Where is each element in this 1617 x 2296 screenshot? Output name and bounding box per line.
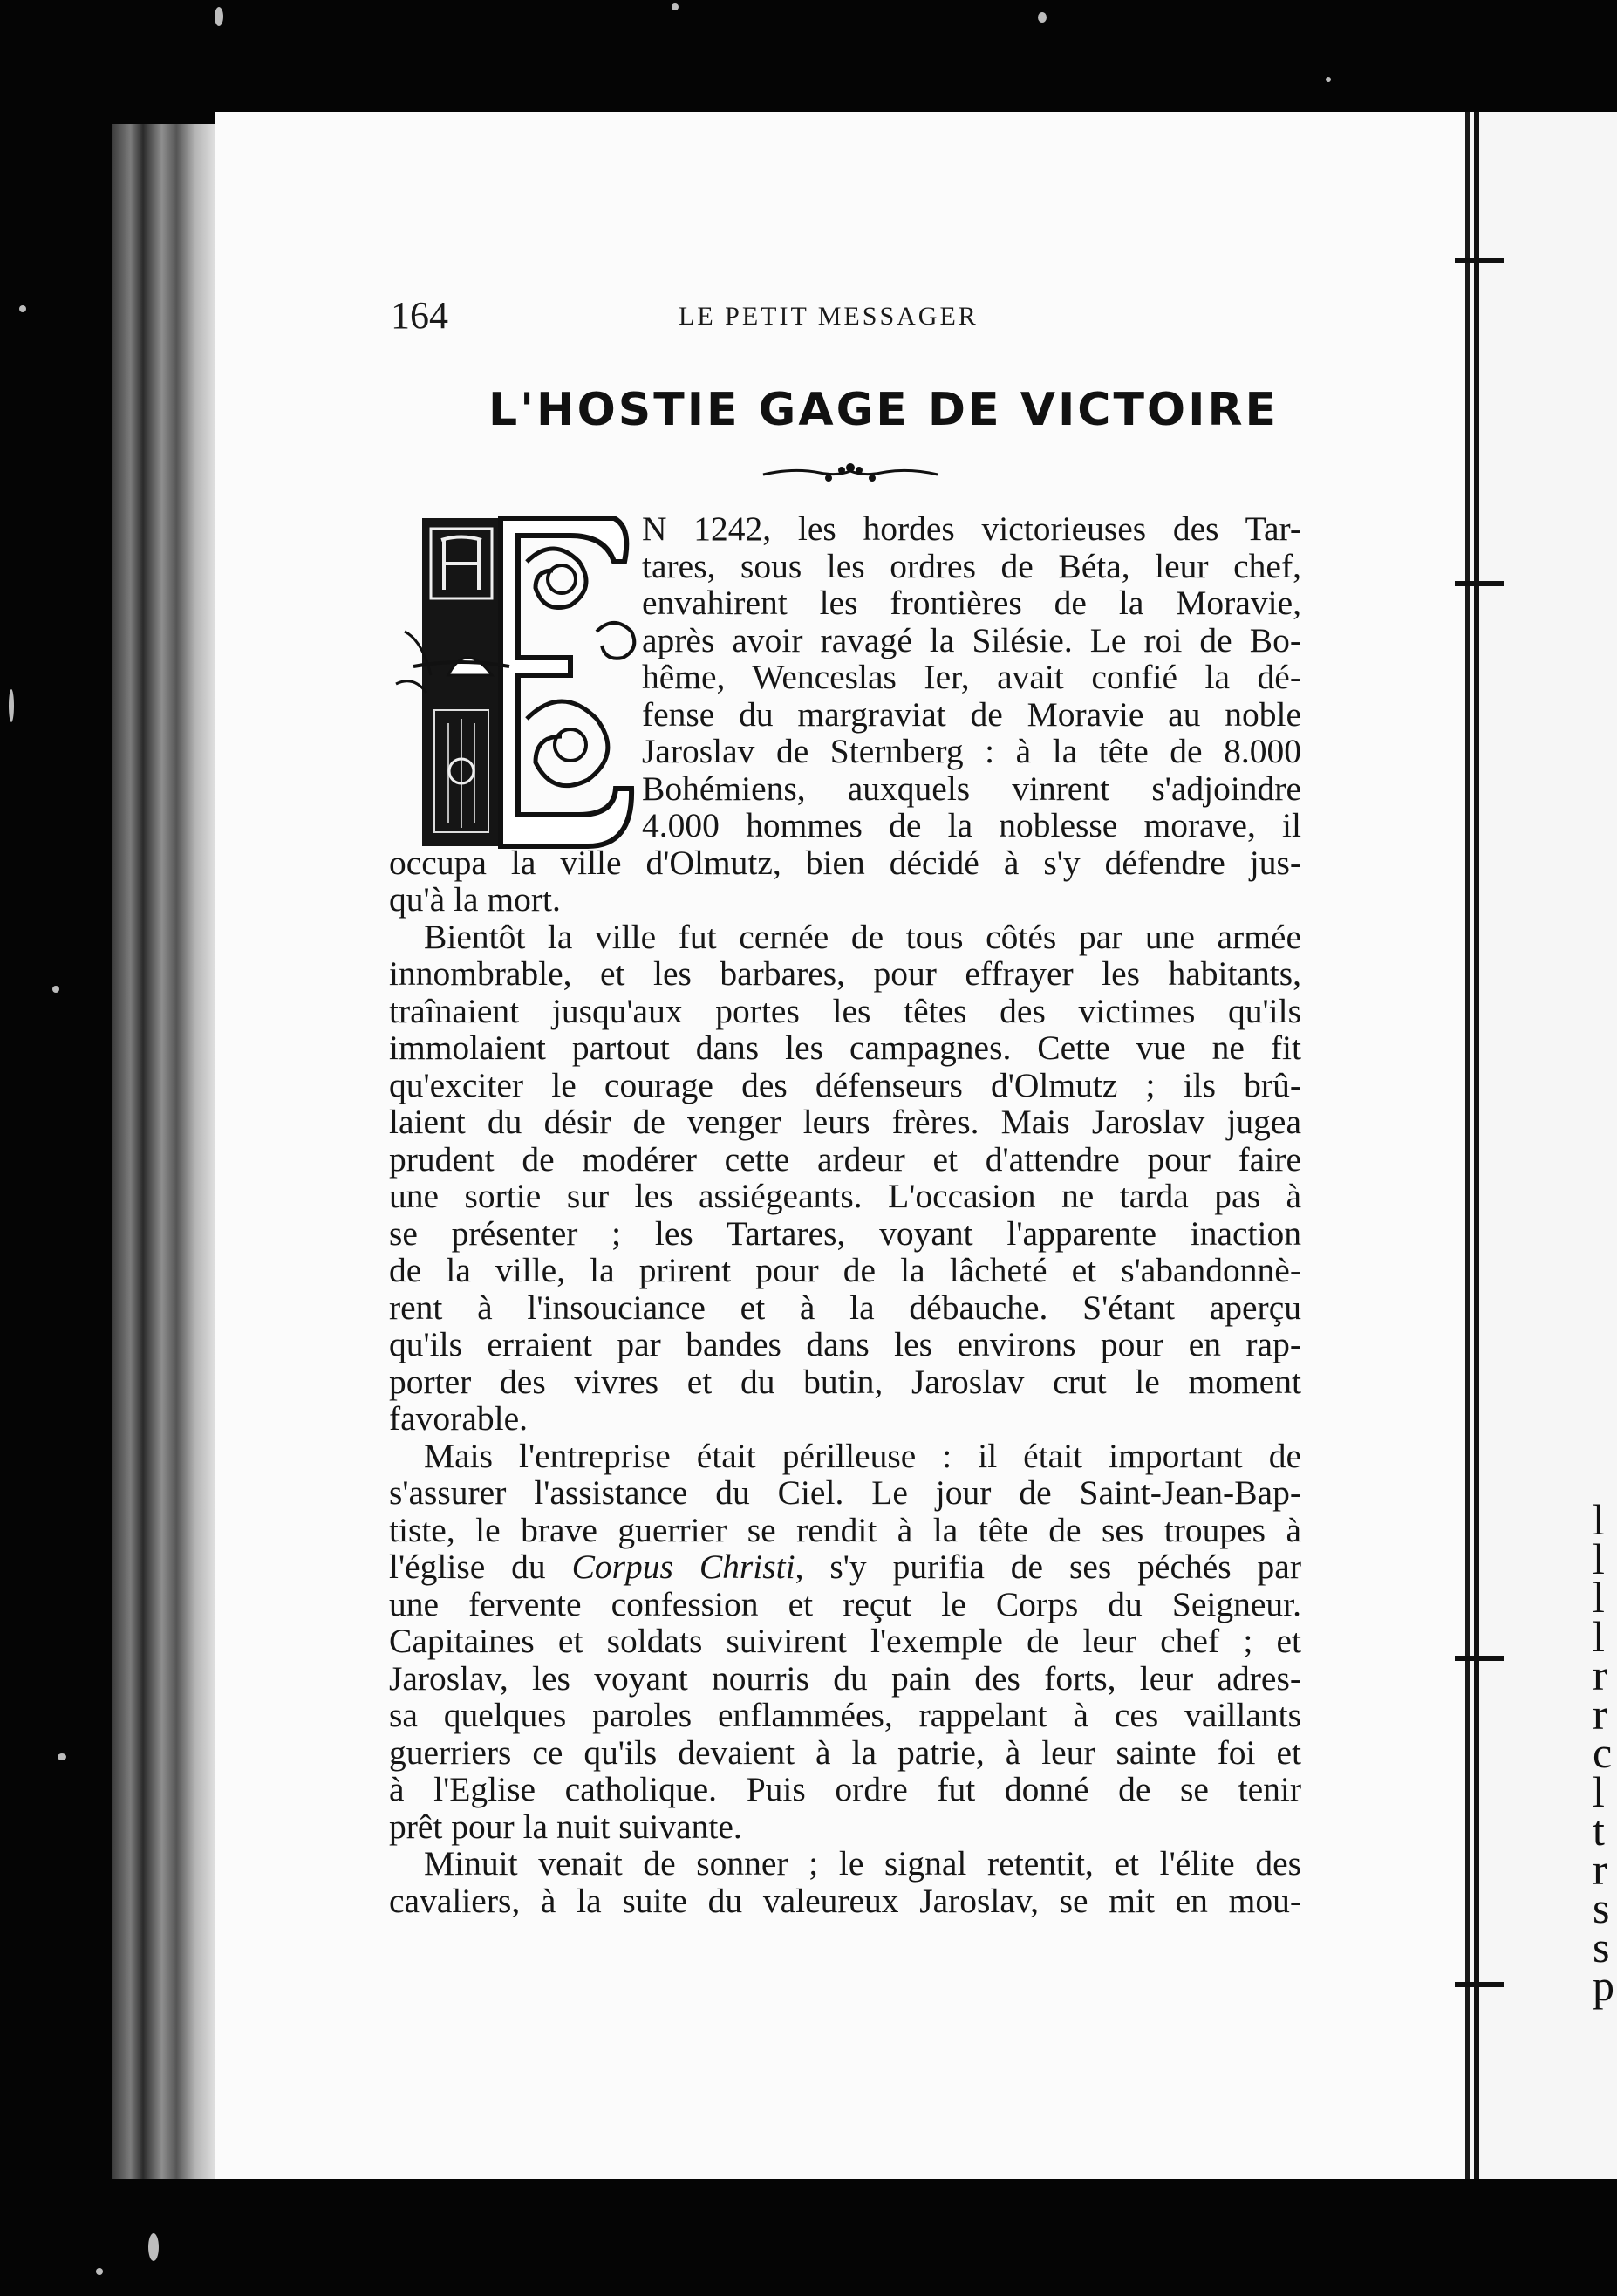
facing-page-letter: l [1593, 1766, 1605, 1816]
facing-page-letter: l [1593, 1534, 1605, 1583]
facing-page-letter: s [1593, 1883, 1610, 1932]
facing-page-mark [1455, 1656, 1504, 1661]
text-line: cavaliers, à la suite du valeureux Jaroslav, se mit en mou- [389, 1881, 1301, 1920]
text-line: qu'ils erraient par bandes dans les environs pour en rap- [389, 1325, 1301, 1363]
text-line: laient du désir de venger leurs frères. Mais Jaroslav jugea [389, 1103, 1301, 1141]
scan-speck [19, 305, 26, 312]
scan-speck [148, 2233, 159, 2261]
page-header [391, 293, 1298, 345]
text-line: prudent de modérer cette ardeur et d'attendre pour faire [389, 1139, 1301, 1179]
text-line: Jaroslav de Sternberg : à la tête de 8.000 [642, 732, 1301, 770]
facing-page-rule [1474, 112, 1479, 600]
text-line: s'assurer l'assistance du Ciel. Le jour de Saint-Jean-Bap- [389, 1473, 1301, 1512]
facing-page-text [1593, 1495, 1614, 2010]
text-line: de la ville, la prirent pour de la lâcheté et s'abandonnè- [389, 1251, 1301, 1289]
text-line: Minuit venait de sonner ; le signal retentit, et l'élite des [424, 1844, 1301, 1883]
text-line: l'église du Corpus Christi, s'y purifia de ses péchés par [389, 1548, 1301, 1586]
text-line: rent à l'insouciance et à la débauche. S'étant aperçu [389, 1288, 1301, 1327]
text-line: se présenter ; les Tartares, voyant l'apparente inaction [389, 1213, 1301, 1253]
text-line: 4.000 hommes de la noblesse morave, il [642, 806, 1301, 844]
scan-speck [672, 3, 679, 10]
facing-page-letter: r [1593, 1844, 1607, 1894]
text-line: Mais l'entreprise était périlleuse : il était important de [424, 1436, 1301, 1475]
facing-page-letter: t [1593, 1806, 1605, 1855]
text-line: traînaient jusqu'aux portes les têtes des victimes qu'ils [389, 991, 1301, 1030]
facing-page-mark [1455, 1982, 1504, 1987]
text-line: qu'à la mort. [389, 880, 561, 919]
text-line: Bohémiens, auxquels vinrent s'adjoindre [642, 769, 1301, 808]
text-line: Capitaines et soldats suivirent l'exemple de leur chef ; et [389, 1622, 1301, 1660]
text-line: favorable. [389, 1399, 529, 1438]
facing-page-mark [1455, 258, 1504, 263]
text-line: fense du margraviat de Moravie au noble [642, 694, 1301, 734]
text-line: Bientôt la ville fut cernée de tous côtés par une armée [424, 917, 1301, 956]
scan-speck [58, 1753, 66, 1760]
text-line: une fervente confession et reçut le Corps du Seigneur. [389, 1584, 1301, 1623]
scan-speck [1326, 77, 1331, 82]
text-line: occupa la ville d'Olmutz, bien décidé à s'y défendre jus- [389, 843, 1301, 882]
text-line: innombrable, et les barbares, pour effrayer les habitants, [389, 954, 1301, 993]
page-title: L'HOSTIE GAGE DE VICTOIRE [488, 384, 1279, 436]
facing-page-letter: r [1593, 1650, 1607, 1699]
text-line: sa quelques paroles enflammées, rappelant à ces vaillants [389, 1696, 1301, 1734]
facing-page-letter: r [1593, 1689, 1607, 1739]
facing-page-rule [1474, 1657, 1479, 2179]
scan-speck [1038, 12, 1047, 23]
text-line: une sortie sur les assiégeants. L'occasion ne tarda pas à [389, 1177, 1301, 1215]
facing-page-letter: l [1593, 1611, 1605, 1661]
text-line: à l'Eglise catholique. Puis ordre fut donné de se tenir [389, 1770, 1301, 1808]
text-line: envahirent les frontières de la Moravie, [642, 584, 1301, 622]
text-line: porter des vivres et du butin, Jaroslav crut le moment [389, 1362, 1301, 1401]
text-line: immolaient partout dans les campagnes. Cette vue ne fit [389, 1028, 1301, 1067]
facing-page-letter: c [1593, 1728, 1613, 1777]
facing-page-mark [1455, 581, 1504, 586]
scan-speck [9, 689, 14, 722]
text-line: Jaroslav, les voyant nourris du pain des forts, leur adres- [389, 1658, 1301, 1698]
text-line: N 1242, les hordes victorieuses des Tar- [642, 509, 1301, 548]
facing-page-letter: p [1593, 1961, 1614, 2010]
scan-speck [52, 986, 59, 993]
running-head: LE PETIT MESSAGER [679, 302, 979, 331]
facing-page-rule [1474, 583, 1479, 1664]
text-line: qu'exciter le courage des défenseurs d'Olmutz ; ils brû- [389, 1065, 1301, 1104]
text-line: hême, Wenceslas Ier, avait confié la dé- [642, 658, 1301, 696]
scan-speck [96, 2268, 103, 2275]
text-line: après avoir ravagé la Silésie. Le roi de Bo- [642, 620, 1301, 659]
text-line: tiste, le brave guerrier se rendit à la tête de ses troupes à [389, 1510, 1301, 1549]
text-line: tares, sous les ordres de Béta, leur chef, [642, 546, 1301, 585]
article-body [389, 510, 1301, 1919]
scan-speck [215, 7, 223, 26]
facing-page-letter: s [1593, 1922, 1610, 1971]
text-line: guerriers ce qu'ils devaient à la patrie, à leur sainte foi et [389, 1732, 1301, 1772]
text-line: prêt pour la nuit suivante. [389, 1807, 742, 1846]
facing-page-letter: l [1593, 1495, 1605, 1544]
title-ornament [759, 461, 942, 487]
book-spine-edge [112, 124, 216, 2179]
facing-page-letter: l [1593, 1573, 1605, 1622]
page-number: 164 [391, 294, 448, 337]
